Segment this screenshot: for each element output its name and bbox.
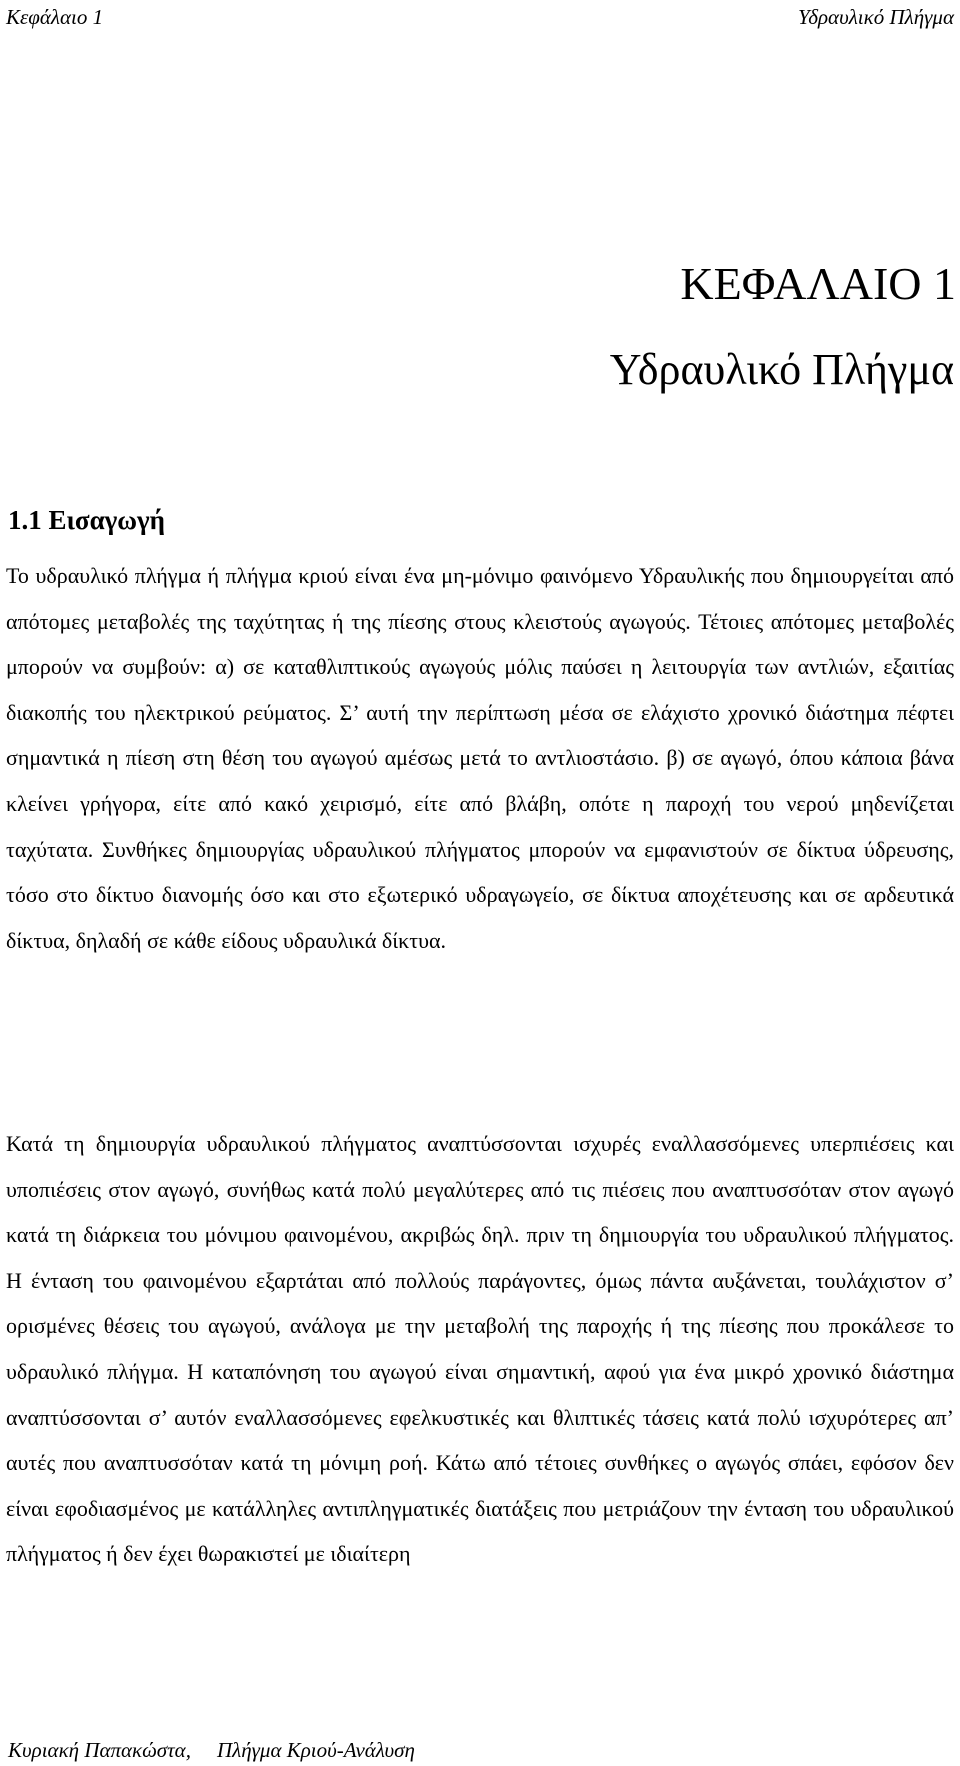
chapter-number: ΚΕΦΑΛΑΙΟ 1 [680, 258, 956, 309]
running-footer [8, 1737, 415, 1763]
footer-author: Κυριακή Παπακώστα, [8, 1738, 191, 1762]
footer-title: Πλήγμα Κριού-Ανάλυση [216, 1738, 415, 1762]
body-paragraph-1: Το υδραυλικό πλήγμα ή πλήγμα κριού είναι ένα μη-μόνιμο φαινόμενο Υδραυλικής που δημιουργείται από απότομες μεταβολές της ταχύτητας ή της πίεσης στους κλειστούς αγωγούς. Τέτοιες απότομες μεταβολές μπορούν να συμβούν: α) σε καταθλιπτικούς αγωγούς μόλις παύσει η λειτουργία των αντλιών, εξαιτίας διακοπής του ηλεκτρικού ρεύματος. Σ’ αυτή την περίπτωση μέσα σε ελάχιστο χρονικό διάστημα πέφτει σημαντικά η πίεση στη θέση του αγωγού αμέσως μετά το αντλιοστάσιο. β) σε αγωγό, όπου κάποια βάνα κλείνει γρήγορα, είτε από κακό χειρισμό, είτε από βλάβη, οπότε η παροχή του νερού μηδενίζεται ταχύτατα. Συνθήκες δημιουργίας υδραυλικού πλήγματος μπορούν να εμφανιστούν σε δίκτυα ύδρευσης, τόσο στο δίκτυο διανομής όσο και στο εξωτερικό υδραγωγείο, σε δίκτυα αποχέτευσης και σε αρδευτικά δίκτυα, δηλαδή σε κάθε είδους υδραυλικά δίκτυα. [6, 563, 954, 953]
running-header [6, 4, 954, 30]
chapter-title: Υδραυλικό Πλήγμα [609, 345, 954, 394]
body-paragraph-2: Κατά τη δημιουργία υδραυλικού πλήγματος αναπτύσσονται ισχυρές εναλλασσόμενες υπερπιέσεις και υποπιέσεις στον αγωγό, συνήθως κατά πολύ μεγαλύτερες από τις πιέσεις που αναπτυσσόταν στον αγωγό κατά τη διάρκεια του μόνιμου φαινομένου, ακριβώς δηλ. πριν τη δημιουργία του υδραυλικού πλήγματος. Η ένταση του φαινομένου εξαρτάται από πολλούς παράγοντες, όμως πάντα αυξάνεται, τουλάχιστον σ’ ορισμένες θέσεις του αγωγού, ανάλογα με την μεταβολή της παροχής ή της πίεσης που προκάλεσε το υδραυλικό πλήγμα. Η καταπόνηση του αγωγού είναι σημαντική, αφού για ένα μικρό χρονικό διάστημα αναπτύσσονται σ’ αυτόν εναλλασσόμενες εφελκυστικές και θλιπτικές τάσεις κατά πολύ ισχυρότερες απ’ αυτές που αναπτυσσόταν κατά τη μόνιμη ροή. Κάτω από τέτοιες συνθήκες ο αγωγός σπάει, εφόσον δεν είναι εφοδιασμένος με κατάλληλες αντιπληγματικές διατάξεις που μετριάζουν την ένταση του υδραυλικού πλήγματος ή δεν έχει θωρακιστεί με ιδιαίτερη [6, 1131, 954, 1567]
section-heading: 1.1 Εισαγωγή [8, 505, 165, 535]
header-chapter-label: Κεφάλαιο 1 [6, 5, 104, 29]
header-chapter-title: Υδραυλικό Πλήγμα [797, 5, 954, 29]
